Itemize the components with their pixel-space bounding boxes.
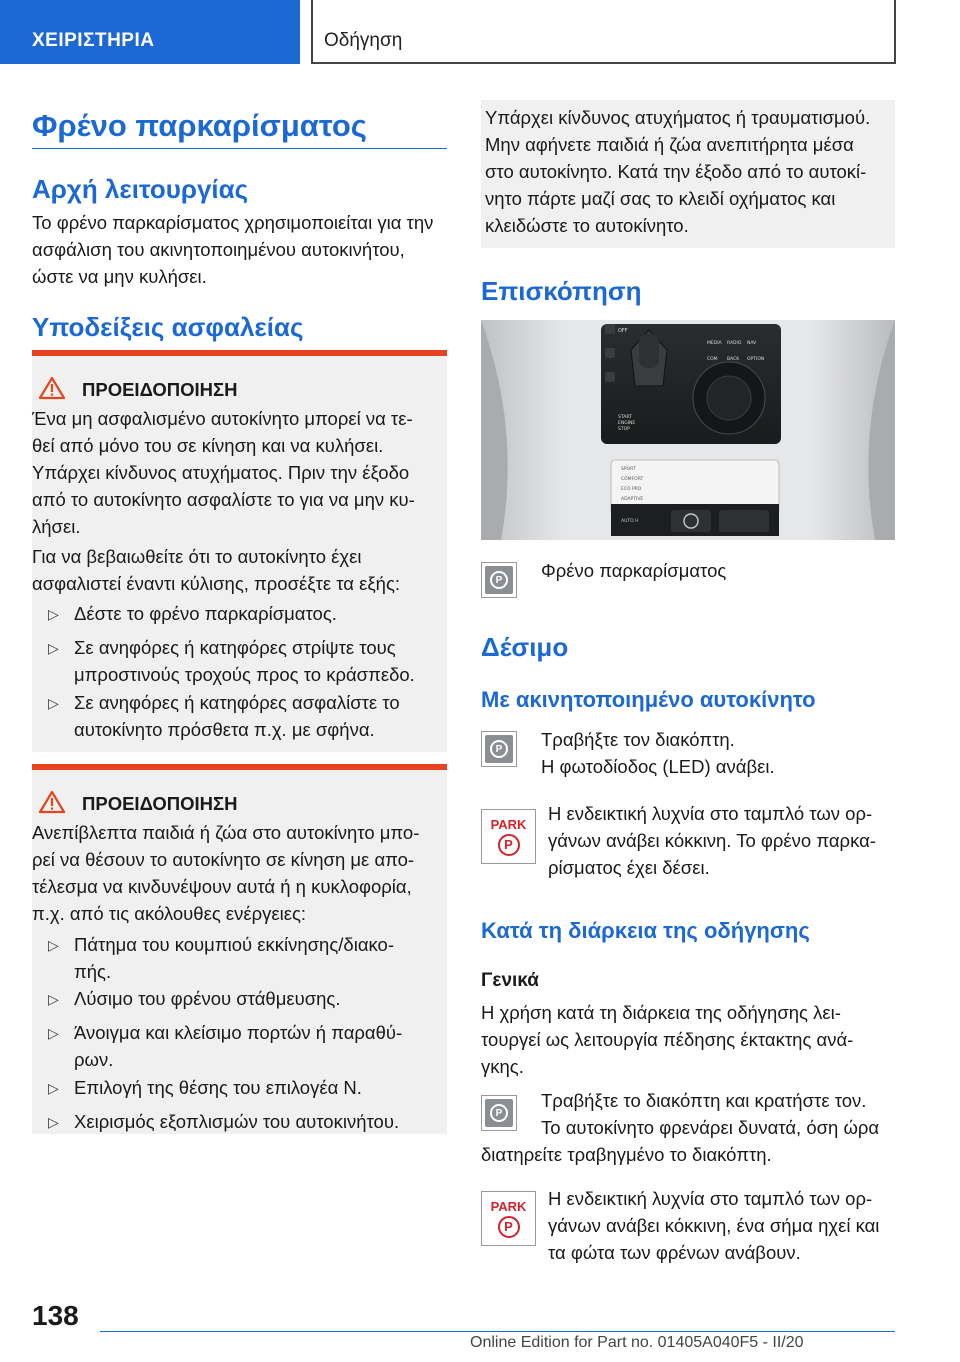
bullet-icon: ▷ [48, 606, 59, 622]
driving-heading: Κατά τη διάρκεια της οδήγησης [481, 918, 810, 943]
list-item: Άνοιγμα και κλείσιμο πορτών ή παραθύ- ρων. [74, 1022, 403, 1070]
warning-text: Ένα μη ασφαλισμένο αυτοκίνητο μπορεί να τε- θεί από μόνο του σε κίνηση και να κυλήσει. Υπάρχει κίνδυνος ατυχήματος. Πριν την έξοδο από το αυτοκίνητο ασφαλίστε το για να μην κυ- λήσει. [32, 408, 415, 537]
footer-edition: Online Edition for Part no. 01405A040F5 - II/20 [470, 1334, 804, 1351]
indicator-text-2: Η ενδεικτική λυχνία στο ταμπλό των ορ- γάνων ανάβει κόκκινη, ένα σήμα ηχεί και τα φώτα των φρένων ανάβουν. [548, 1188, 880, 1263]
photo-label-off: OFF [618, 328, 628, 334]
photo-label-back: BACK [727, 357, 740, 362]
warning-box-1 [32, 350, 447, 752]
indicator-text-1: Η ενδεικτική λυχνία στο ταμπλό των ορ- γάνων ανάβει κόκκινη. Το φρένο παρκα- ρίσματος έχει δέσει. [548, 803, 876, 878]
stationary-text: Τραβήξτε τον διακόπτη. Η φωτοδίοδος (LED) ανάβει. [541, 729, 775, 777]
photo-label-option: OPTION [747, 357, 765, 362]
bullet-icon: ▷ [48, 695, 59, 711]
list-item: Σε ανηφόρες ή κατηφόρες ασφαλίστε το αυτοκίνητο πρόσθετα π.χ. με σφήνα. [74, 692, 400, 740]
warning-text: Για να βεβαιωθείτε ότι το αυτοκίνητο έχει ασφαλιστεί έναντι κύλισης, προσέξτε τα εξής: [32, 546, 400, 594]
parking-brake-switch-icon: P [481, 731, 517, 767]
list-item: Λύσιμο του φρένου στάθμευσης. [74, 988, 341, 1009]
warning-title: ΠΡΟΕΙΔΟΠΟΙΗΣΗ [82, 793, 238, 814]
warning-title: ΠΡΟΕΙΔΟΠΟΙΗΣΗ [82, 379, 238, 400]
hold-text: Τραβήξτε το διακόπτη και κρατήστε τον. Το αυτοκίνητο φρενάρει δυνατά, όση ώρα [541, 1090, 880, 1138]
principle-text: Το φρένο παρκαρίσματος χρησιμοποιείται για την ασφάλιση του ακινητοποιημένου αυτοκινήτου, ώστε να μην κυλήσει. [32, 212, 434, 287]
bullet-icon: ▷ [48, 991, 59, 1007]
footer-rule [100, 1331, 895, 1332]
engage-heading: Δέσιμο [481, 632, 569, 662]
list-item: Επιλογή της θέσης του επιλογέα N. [74, 1077, 362, 1098]
page-title: Φρένο παρκαρίσματος [32, 108, 367, 143]
photo-label-autoh: AUTO H [621, 519, 639, 524]
warning-text: Ανεπίβλεπτα παιδιά ή ζώα στο αυτοκίνητο μπο- ρεί να θέσουν το αυτοκίνητο σε κίνηση με απο- τέλεσμα να κινδυνέψουν αυτά ή η κυκλοφορία, π.χ. από τις ακόλουθες ενέργειες: [32, 822, 420, 924]
warning-bar [32, 350, 447, 356]
warning-triangle-icon [38, 376, 66, 400]
warning-triangle-icon [38, 790, 66, 814]
warning-box-2 [32, 764, 447, 1134]
warning-text: Υπάρχει κίνδυνος ατυχήματος ή τραυματισμού. Μην αφήνετε παιδιά ή ζώα ανεπιτήρητα μέσα στο αυτοκίνητο. Κατά την έξοδο από το αυτοκί- νητο πάρτε μαζί σας το κλειδί οχήματος και κλειδώστε το αυτοκίνητο. [485, 107, 871, 236]
hold-text-cont: διατηρείτε τραβηγμένο το διακόπτη. [481, 1144, 772, 1165]
park-indicator-icon: PARK P [481, 809, 536, 864]
bullet-icon: ▷ [48, 640, 59, 656]
parking-brake-switch-icon: P [481, 1095, 517, 1131]
photo-label-stop: STOP [618, 427, 630, 432]
list-item: Δέστε το φρένο παρκαρίσματος. [74, 603, 337, 624]
list-item: Χειρισμός εξοπλισμών του αυτοκινήτου. [74, 1111, 400, 1132]
photo-label-adaptive: ADAPTIVE [621, 497, 644, 502]
warning-continuation [481, 100, 895, 248]
photo-label-sport: SPORT [621, 467, 636, 472]
safety-heading: Υποδείξεις ασφαλείας [32, 312, 304, 342]
console-photo [481, 320, 895, 540]
photo-label-com: COM [707, 357, 718, 362]
title-rule [32, 148, 447, 149]
principle-heading: Αρχή λειτουργίας [32, 174, 249, 204]
photo-label-media: MEDIA [707, 341, 722, 346]
bullet-icon: ▷ [48, 937, 59, 953]
chapter-title: Οδήγηση [324, 30, 403, 51]
bullet-icon: ▷ [48, 1080, 59, 1096]
photo-label-radio: RADIO [727, 341, 742, 346]
overview-heading: Επισκόπηση [481, 276, 642, 306]
warning-bar [32, 764, 447, 770]
photo-label-start: START [618, 415, 632, 420]
general-text: Η χρήση κατά τη διάρκεια της οδήγησης λει- τουργεί ως λειτουργία πέδησης έκτακτης ανά- γκης. [481, 1002, 854, 1077]
stationary-heading: Με ακινητοποιημένο αυτοκίνητο [481, 687, 816, 712]
park-indicator-icon: PARK P [481, 1191, 536, 1246]
list-item: Πάτημα του κουμπιού εκκίνησης/διακο- πής. [74, 934, 394, 982]
photo-label-ecopro: ECO PRO [621, 487, 642, 492]
bullet-icon: ▷ [48, 1114, 59, 1130]
photo-label-comfort: COMFORT [621, 477, 644, 482]
parking-brake-switch-icon: P [481, 562, 517, 598]
bullet-icon: ▷ [48, 1025, 59, 1041]
list-item: Σε ανηφόρες ή κατηφόρες στρίψτε τους μπροστινούς τροχούς προς το κράσπεδο. [74, 637, 415, 685]
general-heading: Γενικά [481, 970, 539, 991]
page-number: 138 [32, 1300, 79, 1331]
photo-label-nav: NAV [747, 341, 757, 346]
section-tab: ΧΕΙΡΙΣΤΗΡΙΑ [0, 0, 300, 64]
photo-label-engine: ENGINE [618, 421, 636, 426]
photo-caption: Φρένο παρκαρίσματος [541, 560, 727, 581]
